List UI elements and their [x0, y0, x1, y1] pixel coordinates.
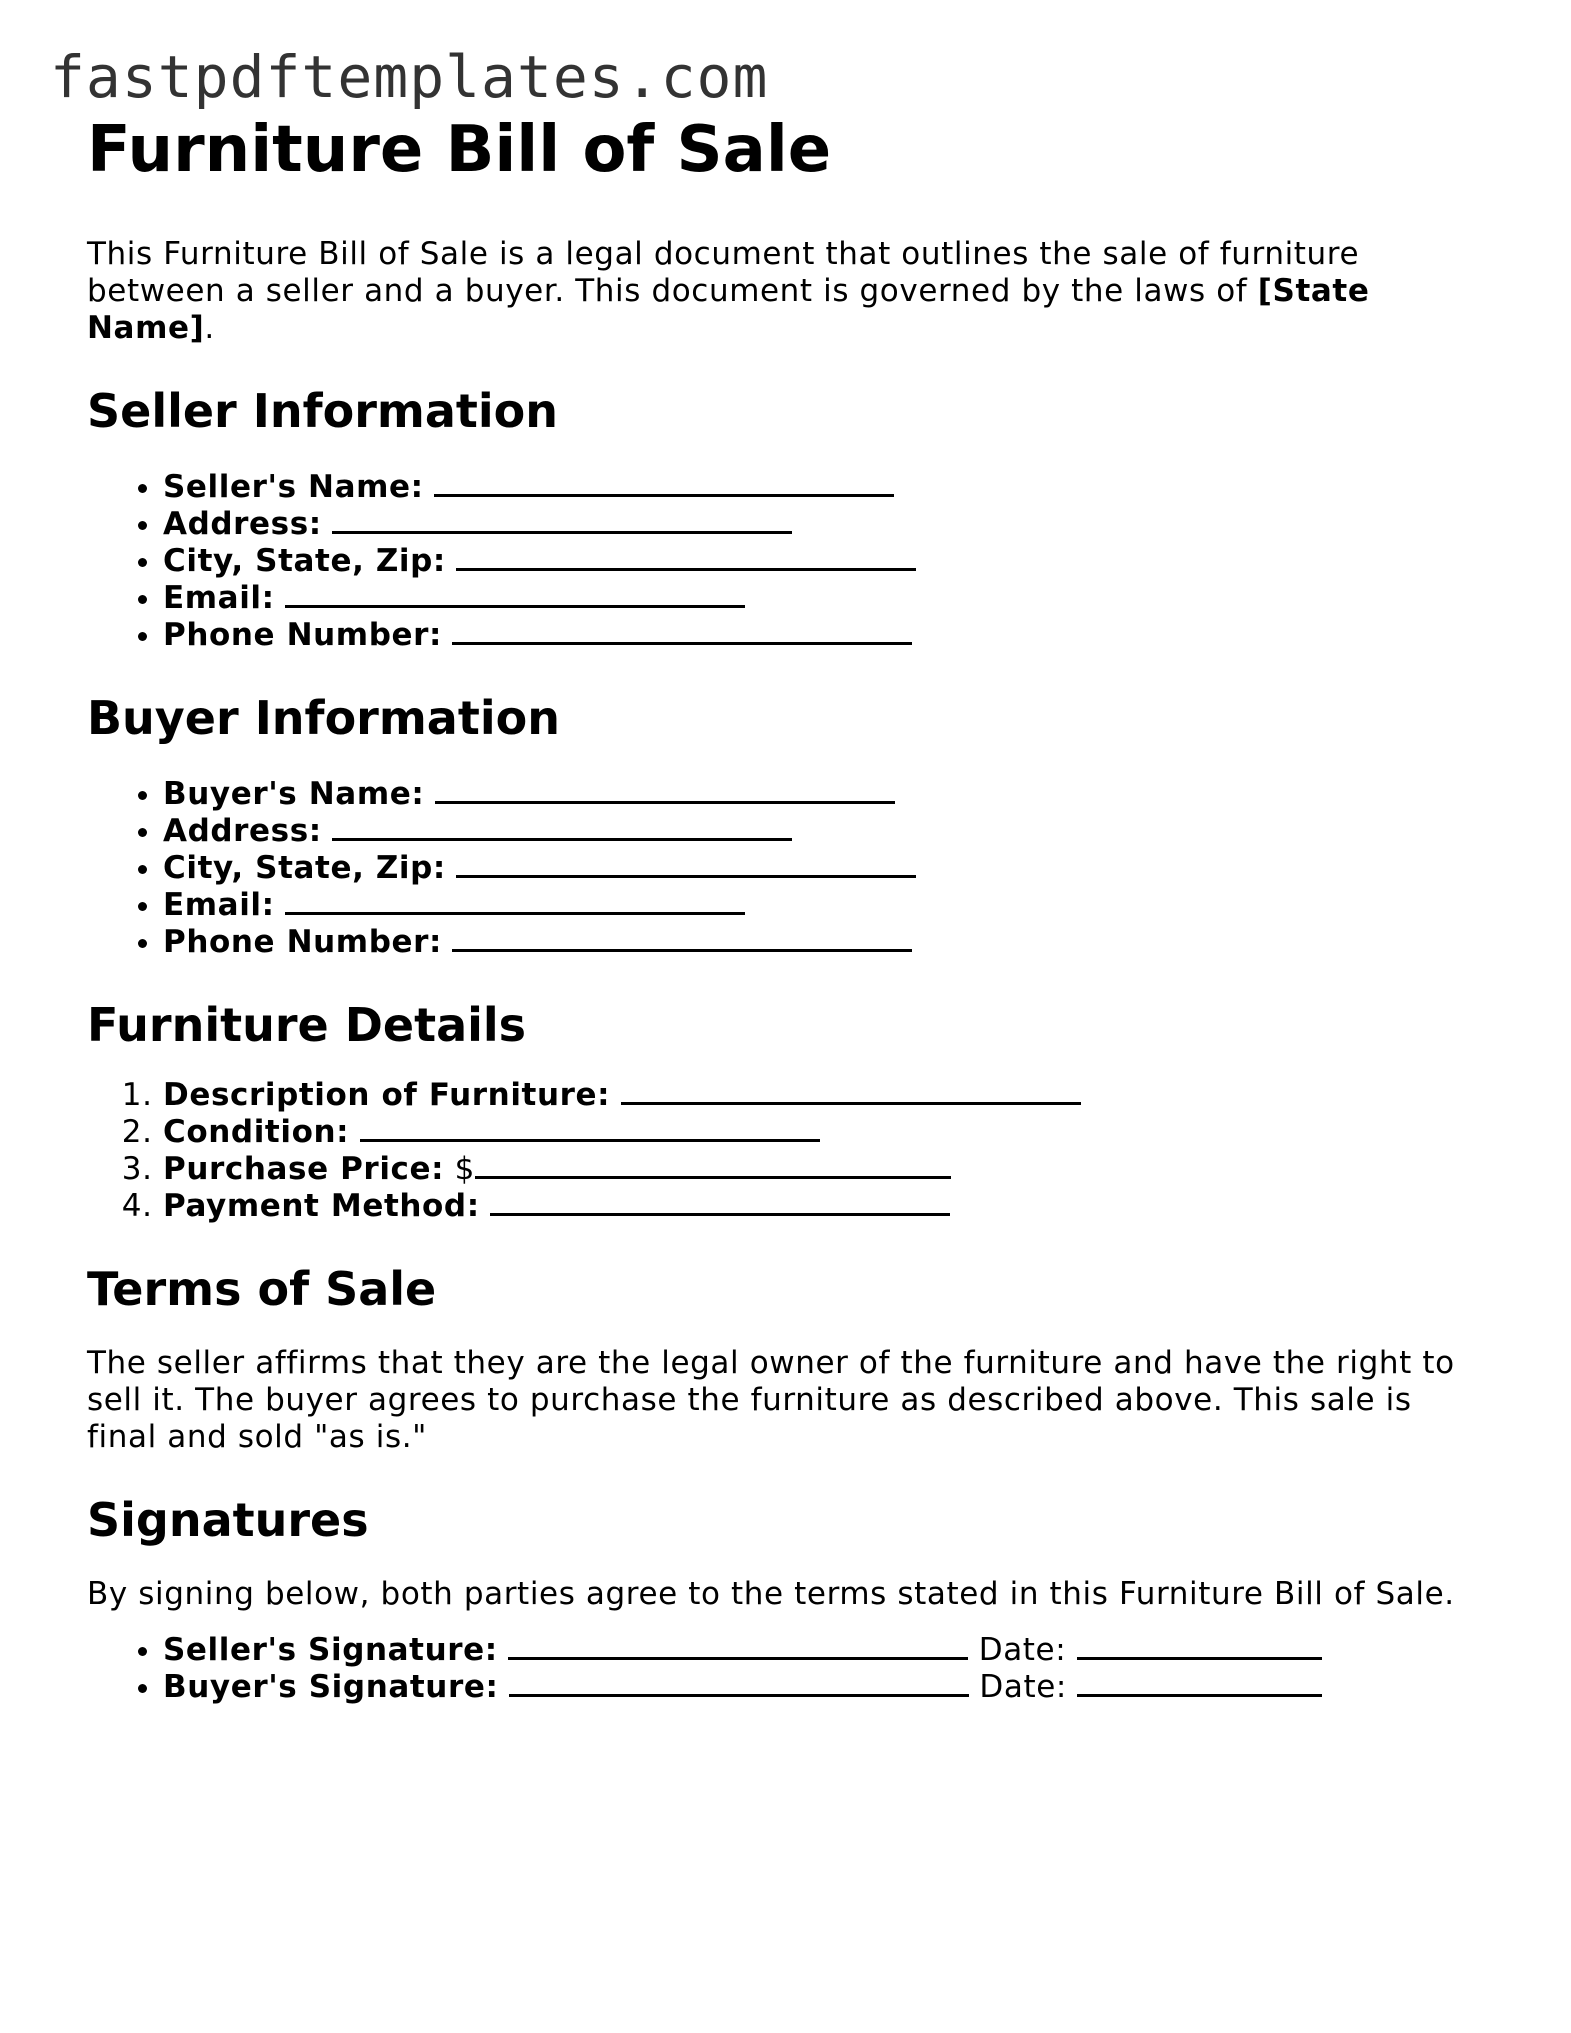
field-label: City, State, Zip:: [163, 543, 446, 579]
furniture-description-field: [163, 1077, 1487, 1114]
furniture-condition-field: [163, 1114, 1487, 1151]
seller-phone-field: [163, 617, 1487, 654]
terms-heading: Terms of Sale: [87, 1262, 437, 1316]
signature-lines: [87, 1632, 1487, 1706]
furniture-condition-blank[interactable]: [360, 1114, 820, 1142]
buyer-address-blank[interactable]: [332, 813, 792, 841]
buyer-heading: Buyer Information: [87, 691, 560, 745]
furniture-fields: [87, 1077, 1487, 1225]
buyer-signature-line: [163, 1669, 1487, 1706]
buyer-date-blank[interactable]: [1077, 1669, 1322, 1697]
furniture-heading: Furniture Details: [87, 998, 527, 1052]
seller-address-blank[interactable]: [332, 506, 792, 534]
furniture-payment-method-field: [163, 1188, 1487, 1225]
buyer-city-state-zip-blank[interactable]: [456, 850, 916, 878]
buyer-signature-blank[interactable]: [509, 1669, 969, 1697]
field-label: Email:: [163, 887, 275, 923]
field-label: Address:: [163, 813, 322, 849]
furniture-price-blank[interactable]: [475, 1151, 951, 1179]
buyer-name-blank[interactable]: [435, 776, 895, 804]
buyer-name-field: [163, 776, 1487, 813]
signatures-heading: Signatures: [87, 1493, 369, 1547]
buyer-fields: [87, 776, 1487, 961]
intro-text-end: .: [204, 310, 215, 346]
seller-name-blank[interactable]: [434, 469, 894, 497]
seller-name-field: [163, 469, 1487, 506]
intro-text: This Furniture Bill of Sale is a legal document that outlines the sale of furniture between a seller and a buyer. This document is governed by the laws of: [87, 236, 1360, 309]
seller-date-blank[interactable]: [1077, 1632, 1322, 1660]
field-label: Condition:: [163, 1114, 350, 1150]
seller-heading: Seller Information: [87, 384, 559, 438]
field-label: Payment Method:: [163, 1188, 480, 1224]
terms-paragraph: The seller affirms that they are the legal owner of the furniture and have the right to sell it. The buyer agrees to purchase the furniture as described above. This sale is final and sold "as is.": [87, 1345, 1455, 1455]
date-label: Date:: [978, 1632, 1067, 1668]
field-label: Buyer's Signature:: [163, 1669, 499, 1705]
date-label: Date:: [979, 1669, 1067, 1705]
buyer-email-field: [163, 887, 1487, 924]
buyer-phone-field: [163, 924, 1487, 961]
field-label: Email:: [163, 580, 275, 616]
field-prefix: $: [454, 1151, 475, 1187]
seller-signature-blank[interactable]: [508, 1632, 968, 1660]
page-title: Furniture Bill of Sale: [87, 113, 832, 187]
seller-city-state-zip-blank[interactable]: [456, 543, 916, 571]
watermark: fastpdftemplates.com: [50, 43, 769, 111]
buyer-city-state-zip-field: [163, 850, 1487, 887]
field-label: Buyer's Name:: [163, 776, 425, 812]
seller-email-field: [163, 580, 1487, 617]
intro-paragraph: [87, 236, 1487, 347]
furniture-payment-method-blank[interactable]: [490, 1188, 950, 1216]
field-label: City, State, Zip:: [163, 850, 446, 886]
state-name-placeholder: [State Name]: [87, 273, 1370, 346]
field-label: Seller's Name:: [163, 469, 424, 505]
buyer-email-blank[interactable]: [285, 887, 745, 915]
field-label: Address:: [163, 506, 322, 542]
seller-signature-line: [163, 1632, 1487, 1669]
field-label: Phone Number:: [163, 924, 442, 960]
seller-fields: [87, 469, 1487, 654]
signatures-paragraph: By signing below, both parties agree to the terms stated in this Furniture Bill of Sale.: [87, 1576, 1455, 1612]
field-label: Phone Number:: [163, 617, 442, 653]
furniture-description-blank[interactable]: [621, 1077, 1081, 1105]
seller-city-state-zip-field: [163, 543, 1487, 580]
document-page: [87, 112, 1487, 1706]
buyer-phone-blank[interactable]: [452, 924, 912, 952]
seller-phone-blank[interactable]: [452, 617, 912, 645]
seller-email-blank[interactable]: [285, 580, 745, 608]
buyer-address-field: [163, 813, 1487, 850]
seller-address-field: [163, 506, 1487, 543]
field-label: Description of Furniture:: [163, 1077, 611, 1113]
field-label: Seller's Signature:: [163, 1632, 498, 1668]
furniture-price-field: [163, 1151, 1487, 1188]
field-label: Purchase Price:: [163, 1151, 445, 1187]
